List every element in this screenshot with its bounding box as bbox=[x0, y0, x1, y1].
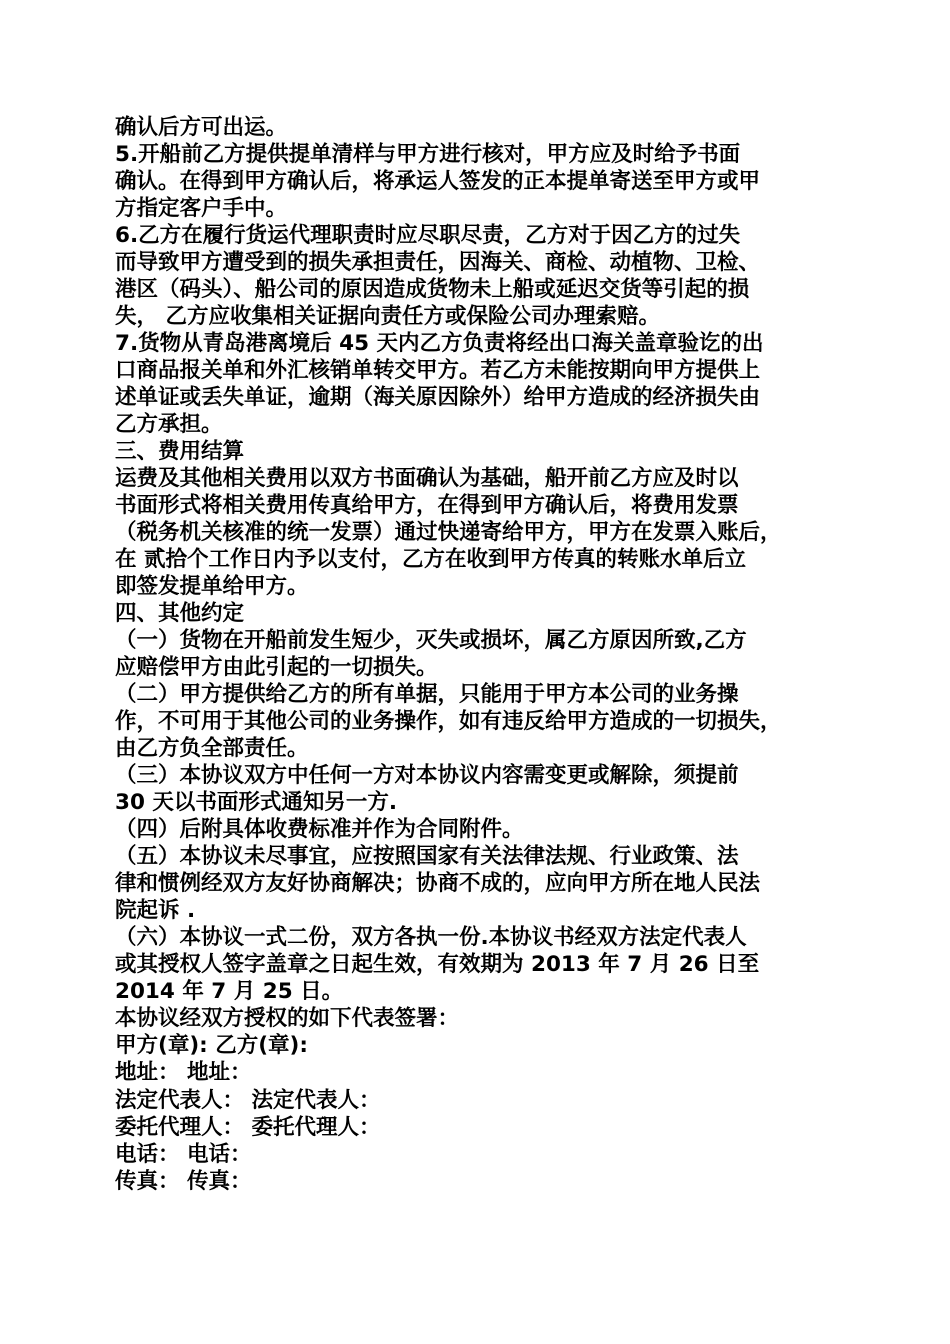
signature-block bbox=[115, 1005, 845, 1195]
text-line: 乙方承担。 bbox=[115, 412, 223, 437]
text-line: 方指定客户手中。 bbox=[115, 196, 288, 221]
text-line: （二）甲方提供给乙方的所有单据，只能用于甲方本公司的业务操 bbox=[115, 682, 739, 707]
text-line: 确认。在得到甲方确认后，将承运人签发的正本提单寄送至甲方或甲 bbox=[115, 169, 761, 194]
signature-phone: 电话： 电话： bbox=[115, 1141, 252, 1167]
text-line: （六）本协议一式二份，双方各执一份.本协议书经双方法定代表人 bbox=[115, 925, 747, 950]
text-line: （三）本协议双方中任何一方对本协议内容需变更或解除，须提前 bbox=[115, 763, 739, 788]
section-heading-fees: 三、费用结算 bbox=[115, 439, 245, 464]
signature-party-seal: 甲方(章): 乙方(章): bbox=[115, 1033, 308, 1059]
text-line: 院起诉 . bbox=[115, 898, 196, 923]
text-line: 2014 年 7 月 25 日。 bbox=[115, 979, 344, 1004]
document-page bbox=[115, 114, 845, 1195]
signature-legal-rep: 法定代表人： 法定代表人： bbox=[115, 1087, 381, 1113]
text-line: （一）货物在开船前发生短少，灭失或损坏，属乙方原因所致,乙方 bbox=[115, 628, 747, 653]
text-line: 在 贰拾个工作日内予以支付，乙方在收到甲方传真的转账水单后立 bbox=[115, 547, 746, 572]
text-line: 律和惯例经双方友好协商解决；协商不成的，应向甲方所在地人民法 bbox=[115, 871, 761, 896]
signature-intro: 本协议经双方授权的如下代表签署： bbox=[115, 1006, 460, 1031]
text-line: 或其授权人签字盖章之日起生效，有效期为 2013 年 7 月 26 日至 bbox=[115, 952, 760, 977]
signature-agent: 委托代理人： 委托代理人： bbox=[115, 1114, 381, 1140]
signature-address: 地址： 地址： bbox=[115, 1060, 252, 1086]
signature-fax: 传真： 传真： bbox=[115, 1169, 252, 1195]
text-line: 即签发提单给甲方。 bbox=[115, 574, 309, 599]
text-line: 确认后方可出运。 bbox=[115, 115, 288, 140]
text-line: 6.乙方在履行货运代理职责时应尽职尽责，乙方对于因乙方的过失 bbox=[115, 223, 741, 248]
text-line: 30 天以书面形式通知另一方. bbox=[115, 790, 398, 815]
text-line: 港区（码头）、船公司的原因造成货物未上船或延迟交货等引起的损 bbox=[115, 277, 750, 302]
text-line: 作，不可用于其他公司的业务操作，如有违反给甲方造成的一切损失， bbox=[115, 709, 782, 734]
text-line: 应赔偿甲方由此引起的一切损失。 bbox=[115, 655, 438, 680]
text-line: 失， 乙方应收集相关证据向责任方或保险公司办理索赔。 bbox=[115, 304, 660, 329]
text-line: 运费及其他相关费用以双方书面确认为基础，船开前乙方应及时以 bbox=[115, 466, 739, 491]
text-line: 5.开船前乙方提供提单清样与甲方进行核对，甲方应及时给予书面 bbox=[115, 142, 741, 167]
text-line: （四）后附具体收费标准并作为合同附件。 bbox=[115, 817, 524, 842]
section-heading-other: 四、其他约定 bbox=[115, 601, 245, 626]
text-line: 口商品报关单和外汇核销单转交甲方。若乙方未能按期向甲方提供上 bbox=[115, 358, 761, 383]
text-line: 书面形式将相关费用传真给甲方，在得到甲方确认后，将费用发票 bbox=[115, 493, 739, 518]
text-line: （税务机关核准的统一发票）通过快递寄给甲方，甲方在发票入账后， bbox=[115, 520, 782, 545]
contract-body bbox=[115, 114, 845, 1005]
text-line: （五）本协议未尽事宜，应按照国家有关法律法规、行业政策、法 bbox=[115, 844, 739, 869]
text-line: 由乙方负全部责任。 bbox=[115, 736, 309, 761]
text-line: 7.货物从青岛港离境后 45 天内乙方负责将经出口海关盖章验讫的出 bbox=[115, 331, 764, 356]
text-line: 述单证或丢失单证，逾期（海关原因除外）给甲方造成的经济损失由 bbox=[115, 385, 761, 410]
text-line: 而导致甲方遭受到的损失承担责任，因海关、商检、动植物、卫检、 bbox=[115, 250, 761, 275]
